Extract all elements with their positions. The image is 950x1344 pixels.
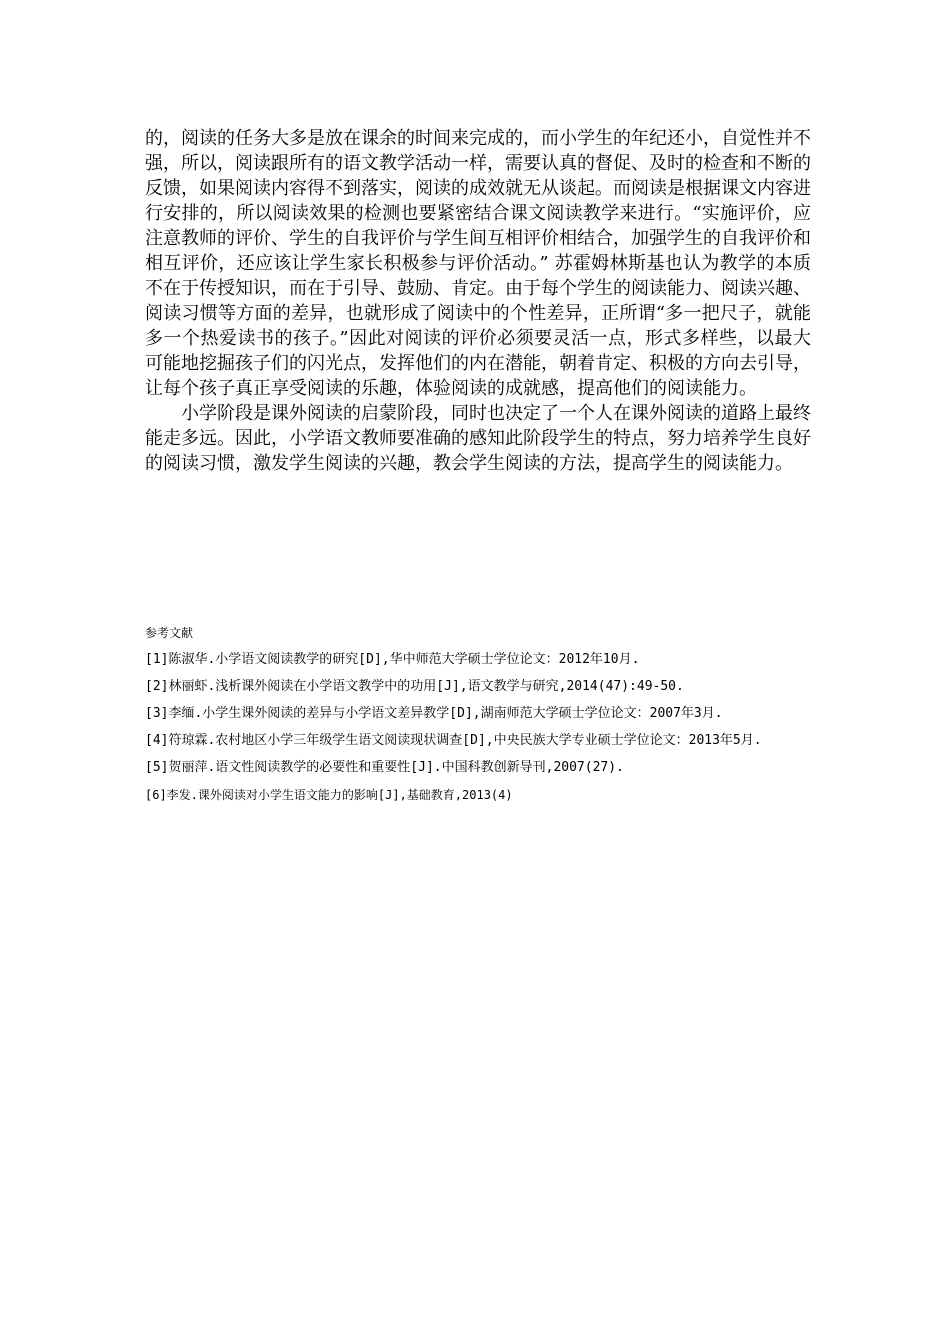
- references-title: 参考文献: [145, 626, 194, 640]
- body-paragraph-conclusion: 小学阶段是课外阅读的启蒙阶段，同时也决定了一个人在课外阅读的道路上最终能走多远。因此，小学语文教师要准确的感知此阶段学生的特点，努力培养学生良好的阅读习惯，激发学生阅读的兴趣，教会学生阅读的方法，提高学生的阅读能力。: [145, 403, 811, 474]
- reference-item-4: [4]符琼霖.农村地区小学三年级学生语文阅读现状调查[D],中央民族大学专业硕士学位论文：2013年5月.: [145, 733, 762, 748]
- references-section: [145, 622, 815, 811]
- reference-item-1: [1]陈淑华.小学语文阅读教学的研究[D],华中师范大学硕士学位论文：2012年10月.: [145, 652, 640, 667]
- reference-item-6: [6]李发.课外阅读对小学生语文能力的影响[J],基础教育,2013(4): [145, 788, 513, 802]
- body-text: [145, 126, 811, 476]
- body-paragraph-continued: 的，阅读的任务大多是放在课余的时间来完成的，而小学生的年纪还小，自觉性并不强，所以，阅读跟所有的语文教学活动一样，需要认真的督促、及时的检查和不断的反馈，如果阅读内容得不到落实，阅读的成效就无从谈起。而阅读是根据课文内容进行安排的，所以阅读效果的检测也要紧密结合课文阅读教学来进行。“实施评价，应注意教师的评价、学生的自我评价与学生间互相评价相结合，加强学生的自我评价和相互评价，还应该让学生家长积极参与评价活动。” 苏霍姆林斯基也认为教学的本质不在于传授知识，而在于引导、鼓励、肯定。由于每个学生的阅读能力、阅读兴趣、阅读习惯等方面的差异，也就形成了阅读中的个性差异，正所谓“多一把尺子，就能多一个热爱读书的孩子。”因此对阅读的评价必须要灵活一点，形式多样些，以最大可能地挖掘孩子们的闪光点，发挥他们的内在潜能，朝着肯定、积极的方向去引导，让每个孩子真正享受阅读的乐趣，体验阅读的成就感，提高他们的阅读能力。: [145, 128, 811, 399]
- reference-item-5: [5]贺丽萍.语文性阅读教学的必要性和重要性[J].中国科教创新导刊,2007(27).: [145, 760, 624, 775]
- reference-item-3: [3]李缅.小学生课外阅读的差异与小学语文差异教学[D],湖南师范大学硕士学位论文：2007年3月.: [145, 706, 723, 721]
- reference-item-2: [2]林丽虾.浅析课外阅读在小学语文教学中的功用[J],语文教学与研究,2014(47):49-50.: [145, 679, 684, 694]
